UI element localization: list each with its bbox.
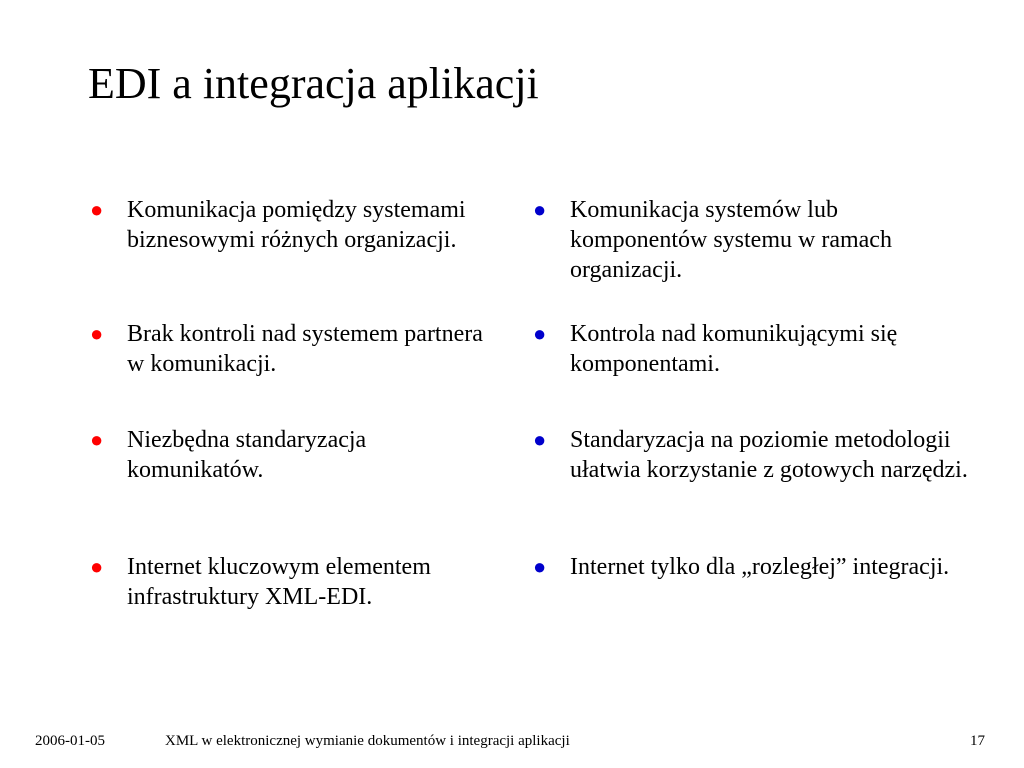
red-bullet-icon: ● bbox=[90, 321, 104, 346]
blue-bullet-icon: ● bbox=[533, 321, 547, 346]
red-bullet-icon: ● bbox=[90, 427, 104, 452]
footer-page-number: 17 bbox=[970, 733, 985, 749]
slide-title: EDI a integracja aplikacji bbox=[88, 59, 539, 108]
bullet-text: Standaryzacja na poziomie metodologii ułatwia korzystanie z gotowych narzędzi. bbox=[570, 427, 968, 483]
right-bullet-item bbox=[533, 425, 970, 485]
bullet-text: Brak kontroli nad systemem partnera w komunikacji. bbox=[127, 321, 483, 377]
left-bullet-item bbox=[90, 425, 492, 485]
left-bullet-item bbox=[90, 552, 492, 612]
right-bullet-item bbox=[533, 319, 970, 379]
right-bullet-item bbox=[533, 195, 970, 285]
bullet-text: Kontrola nad komunikującymi się komponentami. bbox=[570, 321, 898, 377]
bullet-text: Komunikacja systemów lub komponentów systemu w ramach organizacji. bbox=[570, 197, 892, 283]
blue-bullet-icon: ● bbox=[533, 554, 547, 579]
footer-date: 2006-01-05 bbox=[35, 733, 105, 749]
blue-bullet-icon: ● bbox=[533, 197, 547, 222]
bullet-text: Internet tylko dla „rozległej” integracji. bbox=[570, 554, 950, 580]
right-bullet-item bbox=[533, 552, 970, 582]
blue-bullet-icon: ● bbox=[533, 427, 547, 452]
left-bullet-item bbox=[90, 195, 492, 255]
left-bullet-item bbox=[90, 319, 492, 379]
red-bullet-icon: ● bbox=[90, 554, 104, 579]
bullet-text: Internet kluczowym elementem infrastruktury XML-EDI. bbox=[127, 554, 431, 610]
bullet-text: Niezbędna standaryzacja komunikatów. bbox=[127, 427, 367, 483]
red-bullet-icon: ● bbox=[90, 197, 104, 222]
footer-title: XML w elektronicznej wymianie dokumentów i integracji aplikacji bbox=[165, 733, 570, 749]
bullet-text: Komunikacja pomiędzy systemami biznesowymi różnych organizacji. bbox=[127, 197, 466, 253]
